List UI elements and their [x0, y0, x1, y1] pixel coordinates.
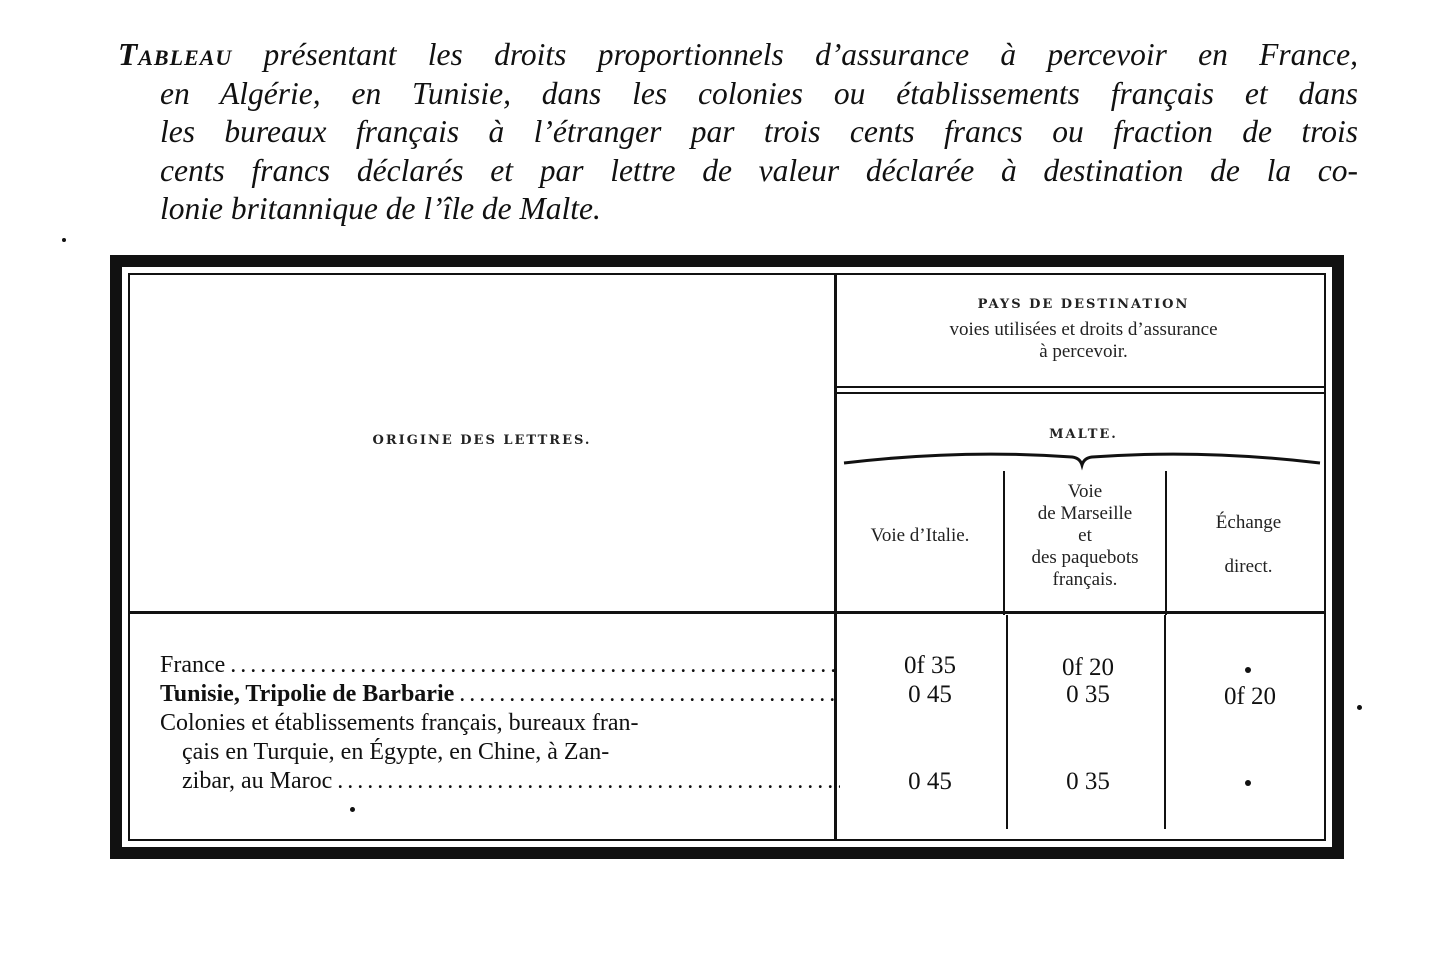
- origin-header: ORIGINE DES LETTRES.: [372, 433, 592, 448]
- title-line-2: en Algérie, en Tunisie, dans les colonies ou établissements français et dans: [160, 75, 1358, 111]
- row-colonies-line3: zibar, au Maroc . . .: [182, 767, 840, 796]
- dest-header-rule-2: [837, 392, 1324, 394]
- title-line-5: lonie britannique de l’île de Malte.: [160, 191, 601, 226]
- destination-header-line3: à percevoir.: [1039, 341, 1128, 362]
- malte-brace: [842, 445, 1322, 473]
- table-frame: [110, 255, 1344, 859]
- table-inner: [128, 273, 1326, 841]
- title-line-3: les bureaux français à l’étranger par trois cents francs ou fraction de trois: [160, 114, 1358, 149]
- cell-tunisie-marseille: 0 35: [1066, 681, 1110, 708]
- dest-header-rule-1: [837, 386, 1324, 388]
- title-lead-word: Tableau: [118, 37, 233, 72]
- body-divider-2: [1164, 615, 1166, 829]
- cell-tunisie-direct: 0f 20: [1223, 683, 1277, 710]
- margin-speck-left: [62, 238, 66, 242]
- cell-france-marseille: 0f 20: [1061, 654, 1115, 681]
- cell-colonies-italie: 0 45: [908, 768, 952, 795]
- cell-tunisie-italie: 0 45: [908, 681, 952, 708]
- header-bottom-rule: [130, 611, 1324, 614]
- destination-header-title: PAYS DE DESTINATION: [977, 297, 1190, 312]
- body-divider-1: [1006, 615, 1008, 829]
- row-colonies-line1: Colonies et établissements français, bureaux fran-: [160, 710, 639, 736]
- row-france: France . . .: [160, 651, 840, 680]
- title-line-4: cents francs déclarés et par lettre de valeur déclarée à destination de la co-: [160, 152, 1358, 188]
- cell-colonies-direct-mark: [1245, 780, 1251, 786]
- destination-header-line2: voies utilisées et droits d’assurance: [949, 319, 1218, 340]
- cell-france-direct-mark: [1245, 667, 1251, 673]
- title-line-1: Tableau présentant les droits proportionnels d’assurance à percevoir en France,: [118, 37, 1358, 72]
- table-title: [118, 36, 1358, 229]
- col-voie-marseille: Voie de Marseille et des paquebots français.: [1031, 481, 1139, 590]
- cell-colonies-marseille: 0 35: [1066, 768, 1110, 795]
- country-malte: MALTE.: [1049, 427, 1118, 442]
- col-echange-direct: Échange direct.: [1215, 512, 1282, 577]
- col-voie-italie: Voie d’Italie.: [870, 525, 970, 546]
- speck-mark: [350, 807, 355, 812]
- row-tunisie: Tunisie, Tripolie de Barbarie . . .: [160, 680, 840, 709]
- margin-speck-right: [1357, 705, 1362, 710]
- cell-france-italie: 0f 35: [903, 652, 957, 679]
- row-colonies-line2: çais en Turquie, en Égypte, en Chine, à Zan-: [182, 739, 610, 765]
